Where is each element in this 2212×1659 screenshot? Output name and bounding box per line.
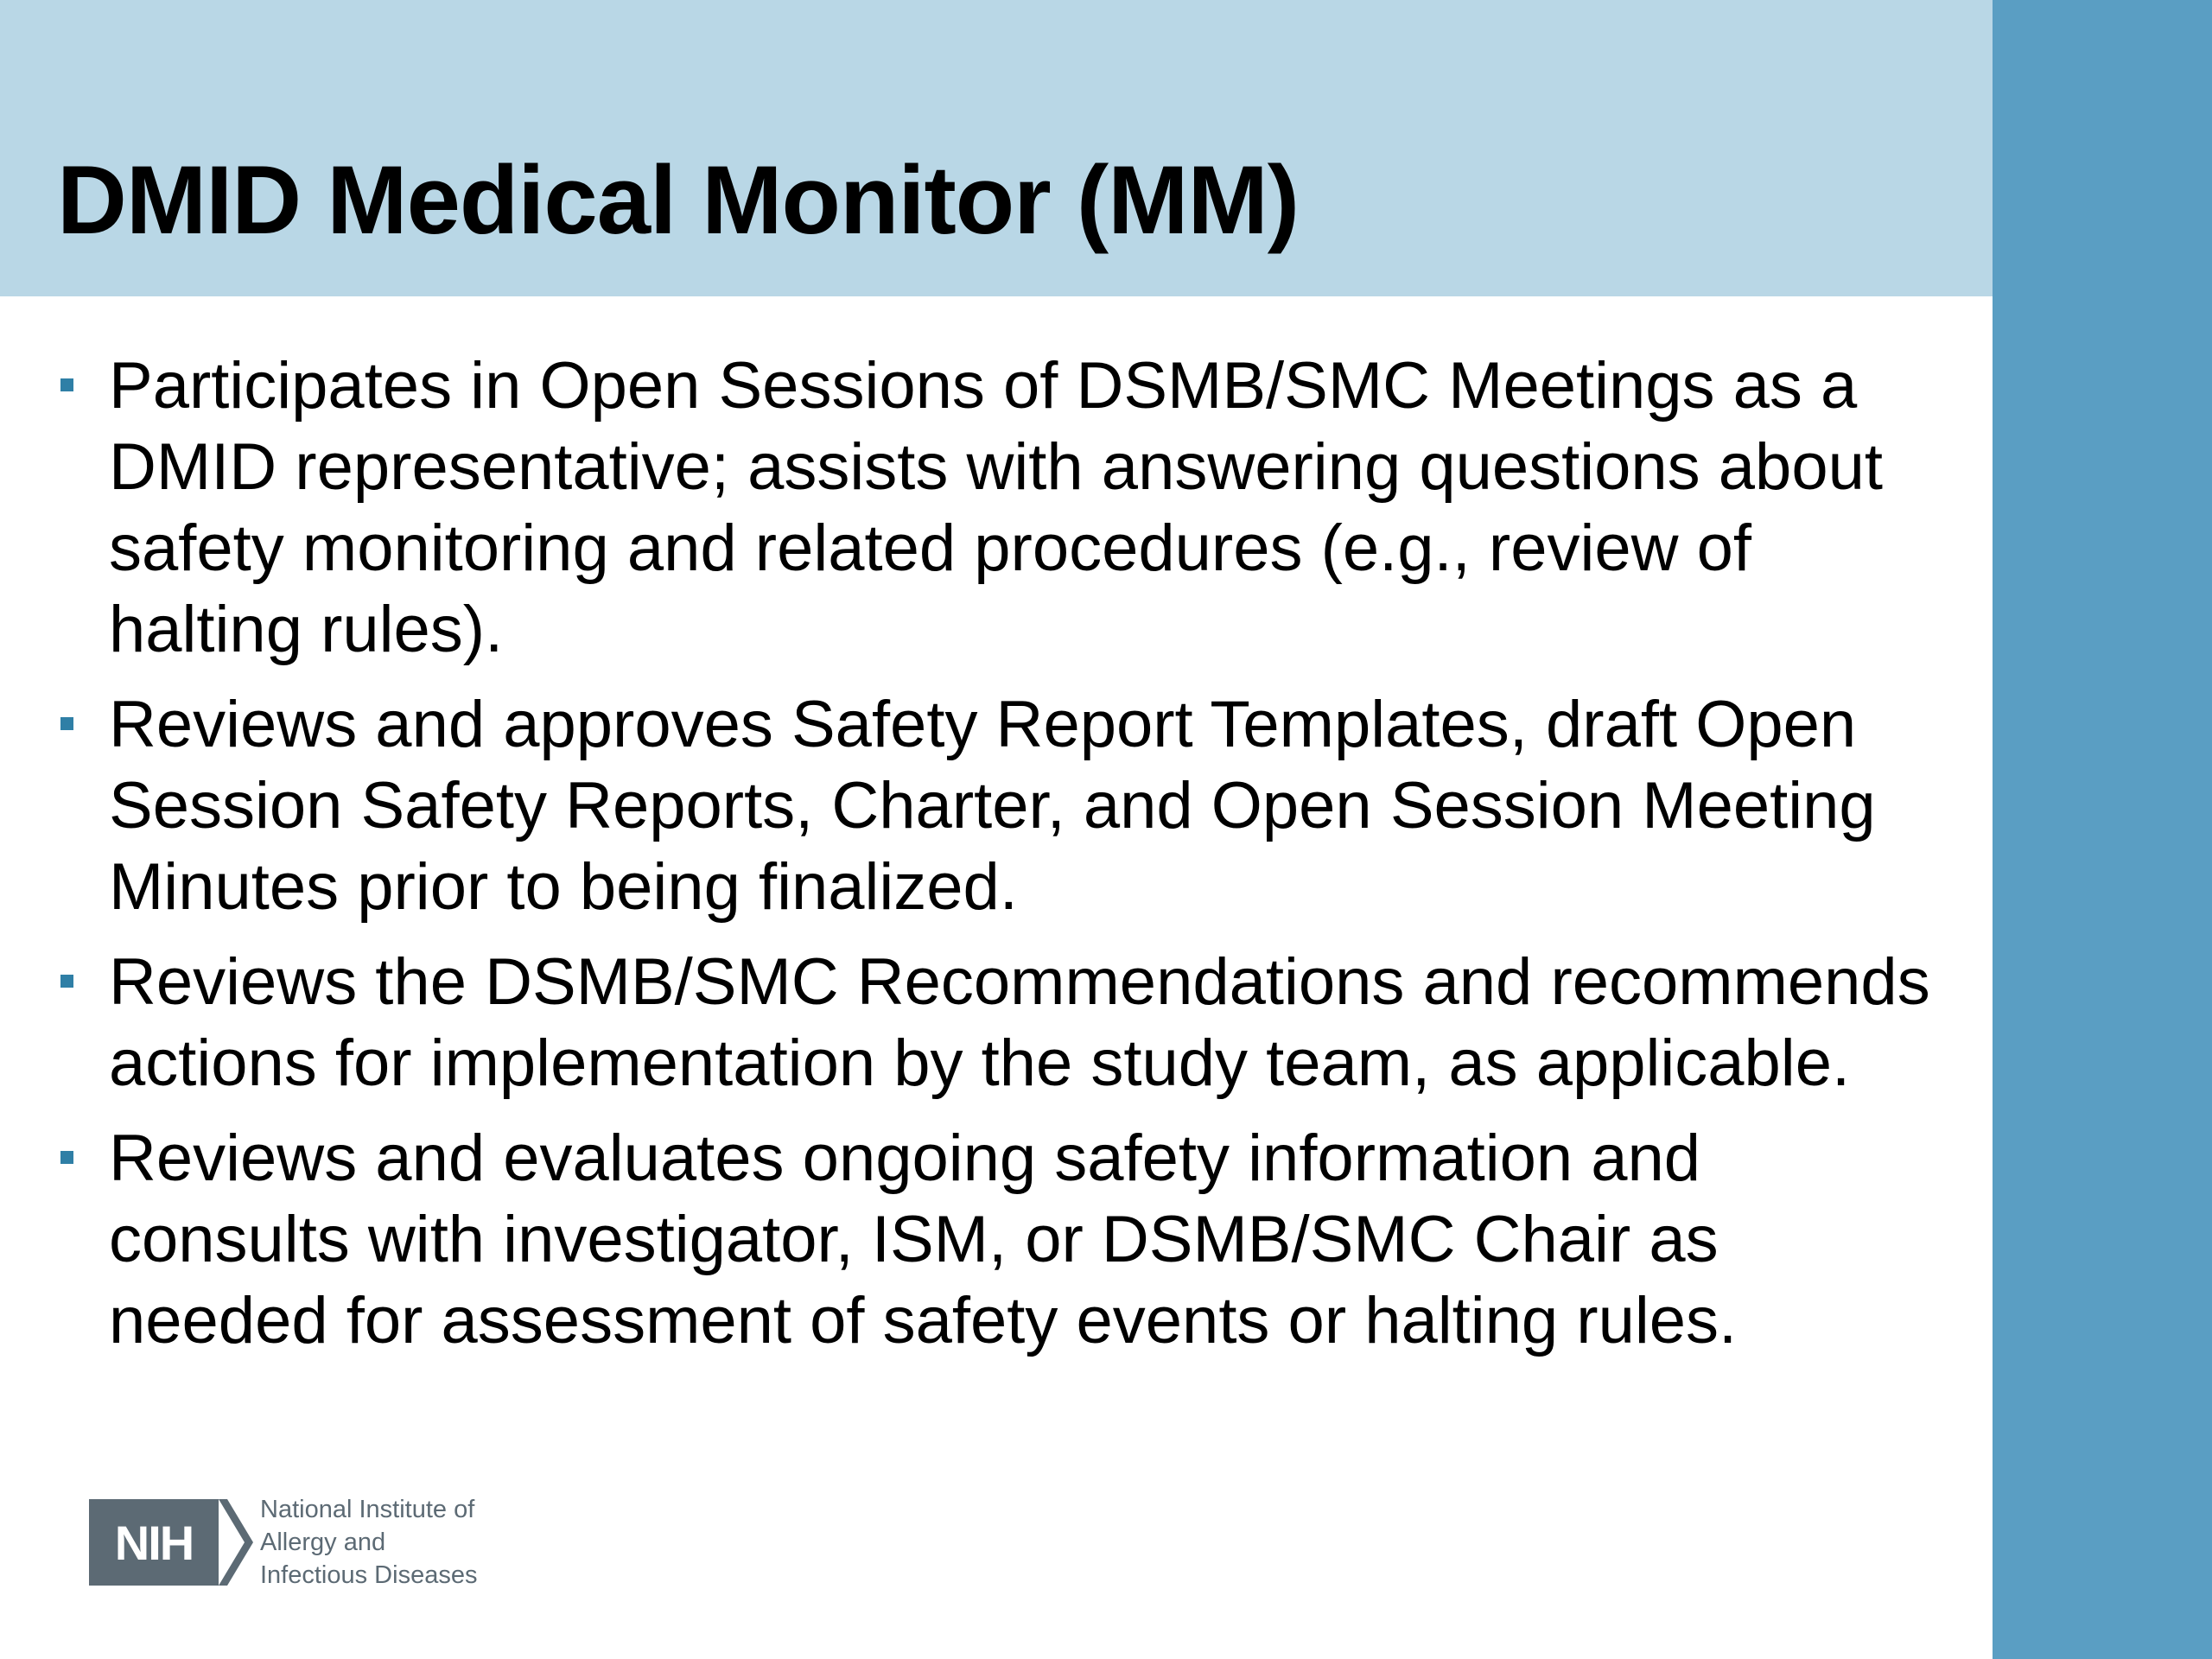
bullet-text: Reviews and evaluates ongoing safety information and consults with investigator, ISM, or DSMB/SMC Chair as needed for assessment of safety events or halting rules. — [109, 1122, 1738, 1357]
slide-header — [0, 0, 1993, 296]
bullet-item — [57, 346, 1941, 671]
square-bullet-icon — [60, 1151, 73, 1164]
bullet-item — [57, 1118, 1941, 1362]
niaid-sidebar — [1993, 0, 2212, 1659]
square-bullet-icon — [60, 717, 73, 730]
nih-text-line: National Institute of — [260, 1496, 475, 1523]
slide-title: DMID Medical Monitor (MM) — [57, 146, 1300, 254]
bullet-text: Reviews the DSMB/SMC Recommendations and recommends actions for implementation by the study team, as applicable. — [109, 945, 1930, 1100]
nih-chevron-icon — [219, 1499, 255, 1586]
bullet-text: Reviews and approves Safety Report Templates, draft Open Session Safety Reports, Charter, and Open Session Meeting Minutes prior to being finalized. — [109, 688, 1876, 924]
nih-badge-box: NIH — [89, 1499, 219, 1586]
bullet-item — [57, 684, 1941, 928]
square-bullet-icon — [60, 378, 73, 391]
nih-text-line: Infectious Diseases — [260, 1561, 478, 1589]
bullet-text: Participates in Open Sessions of DSMB/SMC Meetings as a DMID representative; assists with answering questions about safety monitoring and related procedures (e.g., review of halting rules). — [109, 349, 1883, 666]
nih-text-line: Allergy and — [260, 1529, 386, 1556]
nih-logo-icon — [89, 1499, 255, 1586]
bullet-item — [57, 942, 1941, 1104]
nih-logo — [89, 1493, 477, 1592]
square-bullet-icon — [60, 975, 73, 988]
bullet-list — [57, 346, 1941, 1376]
nih-institute-name — [260, 1493, 477, 1592]
